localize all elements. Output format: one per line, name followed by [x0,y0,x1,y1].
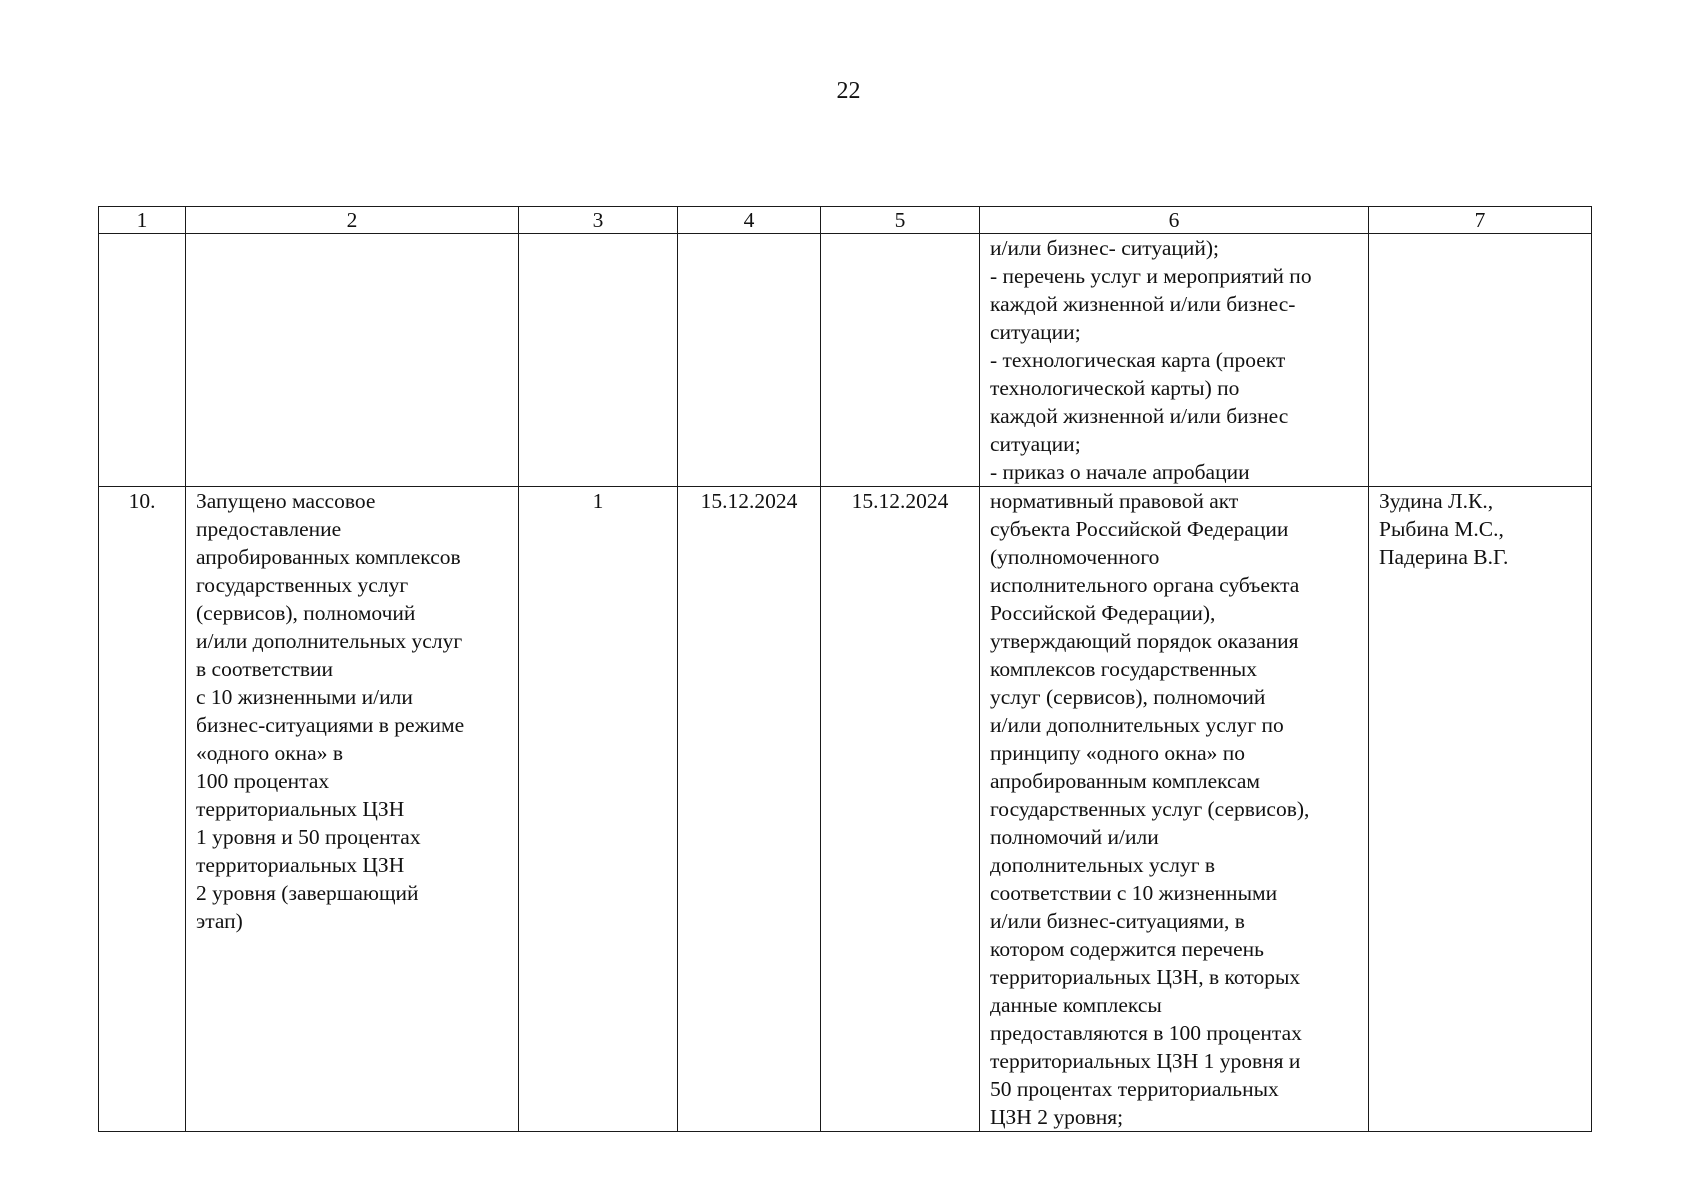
header-row [99,207,1592,234]
row10-col2-line: 100 процентах [196,769,330,793]
cont-col-7 [1369,234,1592,487]
row10-col-3: 1 [519,487,678,1132]
row10-col7-line: Рыбина М.С., [1379,517,1504,541]
cont-col6-line: ситуации; [990,432,1081,456]
page-number: 22 [836,78,861,104]
row10-col2-line: государственных услуг [196,573,409,597]
cont-col-4 [678,234,821,487]
row10-col6-line: котором содержится перечень [990,937,1264,961]
row10-col-2 [186,487,519,1132]
row10-col6-line: исполнительного органа субъекта [990,573,1300,597]
row10-col6-line: принципу «одного окна» по [990,741,1246,765]
row10-col6-line: ЦЗН 2 уровня; [990,1105,1124,1129]
row10-col6-line: субъекта Российской Федерации [990,517,1289,541]
row10-col2-line: и/или дополнительных услуг [196,629,463,653]
row10-col6-line: и/или бизнес-ситуациями, в [990,909,1245,933]
table-row-continued [99,234,1592,487]
cont-col6-line: - приказ о начале апробации [990,460,1250,484]
row10-col6-line: 50 процентах территориальных [990,1077,1279,1101]
table-row-10 [99,487,1592,1132]
cont-col6-line: ситуации; [990,320,1081,344]
row10-col2-line: (сервисов), полномочий [196,601,416,625]
row10-col-4: 15.12.2024 [678,487,821,1132]
row10-col6-line: территориальных ЦЗН, в которых [990,965,1301,989]
header-col-6: 6 [980,207,1369,234]
row10-col2-line: бизнес-ситуациями в режиме [196,713,465,737]
row10-col6-line: государственных услуг (сервисов), [990,797,1310,821]
row10-col6-line: данные комплексы [990,993,1162,1017]
cont-col6-line: каждой жизненной и/или бизнес [990,404,1289,428]
row10-number: 10. [99,487,186,1132]
header-col-7: 7 [1369,207,1592,234]
cont-col6-line: - технологическая карта (проект [990,348,1286,372]
row10-col6-line: полномочий и/или [990,825,1159,849]
cont-col-2 [186,234,519,487]
row10-col2-line: предоставление [196,517,342,541]
cont-col6-line: технологической карты) по [990,376,1240,400]
cont-col6-line: каждой жизненной и/или бизнес- [990,292,1296,316]
row10-col6-line: дополнительных услуг в [990,853,1216,877]
row10-col6-line: и/или дополнительных услуг по [990,713,1284,737]
row10-col-7 [1369,487,1592,1132]
header-col-2: 2 [186,207,519,234]
row10-col6-line: услуг (сервисов), полномочий [990,685,1266,709]
row10-col6-line: (уполномоченного [990,545,1160,569]
cont-col6-line: - перечень услуг и мероприятий по [990,264,1312,288]
header-col-1: 1 [99,207,186,234]
row10-col2-line: в соответствии [196,657,334,681]
cont-col-6 [980,234,1369,487]
cont-col-5 [821,234,980,487]
header-col-4: 4 [678,207,821,234]
row10-col7-line: Падерина В.Г. [1379,545,1509,569]
row10-col7-line: Зудина Л.К., [1379,489,1494,513]
row10-col2-line: 2 уровня (завершающий [196,881,419,905]
row10-col2-line: апробированных комплексов [196,545,461,569]
row10-col6-line: предоставляются в 100 процентах [990,1021,1302,1045]
row10-col2-line: 1 уровня и 50 процентах [196,825,421,849]
row10-col6-line: соответствии с 10 жизненными [990,881,1278,905]
header-col-3: 3 [519,207,678,234]
row10-col6-line: Российской Федерации), [990,601,1216,625]
row10-col2-line: «одного окна» в [196,741,344,765]
plan-table [98,206,1592,1132]
row10-col-6 [980,487,1369,1132]
row10-col6-line: нормативный правовой акт [990,489,1239,513]
row10-col6-line: апробированным комплексам [990,769,1260,793]
row10-col-5: 15.12.2024 [821,487,980,1132]
row10-col6-line: комплексов государственных [990,657,1257,681]
header-col-5: 5 [821,207,980,234]
row10-col2-line: с 10 жизненными и/или [196,685,413,709]
cont-col6-line: и/или бизнес- ситуаций); [990,236,1220,260]
cont-col-3 [519,234,678,487]
row10-col2-line: территориальных ЦЗН [196,853,405,877]
row10-col2-line: этап) [196,909,243,933]
row10-col6-line: утверждающий порядок оказания [990,629,1299,653]
row10-col6-line: территориальных ЦЗН 1 уровня и [990,1049,1301,1073]
cont-col-1 [99,234,186,487]
row10-col2-line: территориальных ЦЗН [196,797,405,821]
row10-col2-line: Запущено массовое [196,489,376,513]
